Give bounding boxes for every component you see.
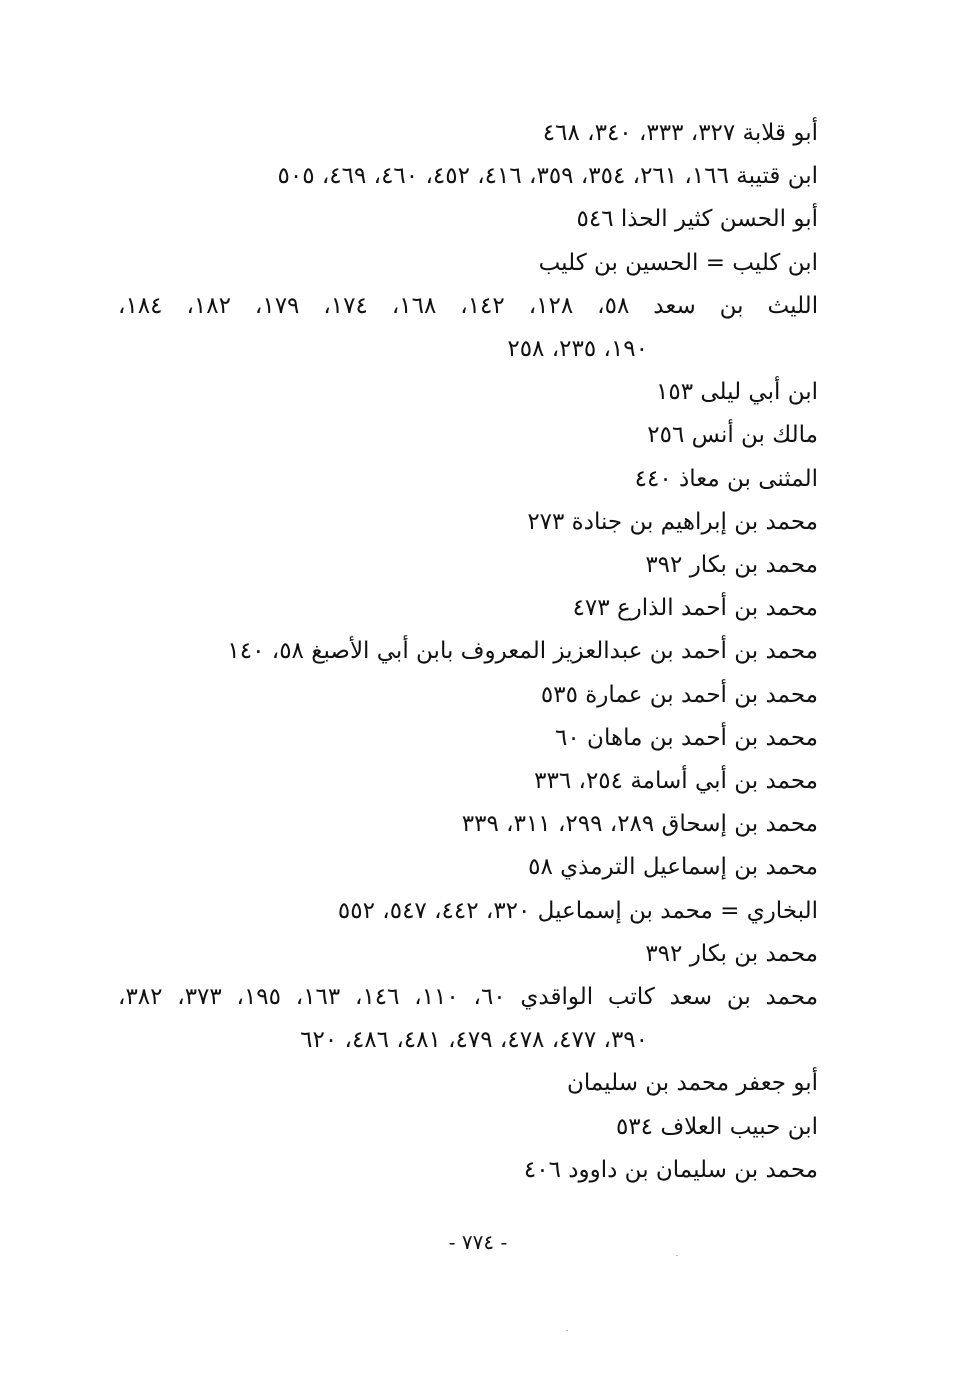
index-entry: البخاري = محمد بن إسماعيل ٣٢٠، ٤٤٢، ٥٤٧، ٥٥٢ [337,897,818,924]
index-entry: محمد بن أحمد بن ماهان ٦٠ [555,724,818,751]
index-entry: أبو جعفر محمد بن سليمان [566,1070,818,1097]
scan-speck [676,1255,678,1256]
index-entry: محمد بن إسماعيل الترمذي ٥٨ [528,854,818,881]
index-entry: محمد بن أحمد بن عبدالعزيز المعروف بابن أبي الأصبغ ٥٨، ١٤٠ [227,638,818,665]
scan-speck [566,1330,568,1331]
index-entry: أبو الحسن كثير الحذا ٥٤٦ [576,206,818,233]
index-entry: محمد بن إسحاق ٢٨٩، ٢٩٩، ٣١١، ٣٣٩ [461,811,818,838]
index-entry: محمد بن بكار ٣٩٢ [645,552,818,579]
index-entry: محمد بن سعد كاتب الواقدي ٦٠، ١١٠، ١٤٦، ١٦٣، ١٩٥، ٣٧٣، ٣٨٢، [118,984,819,1011]
index-entry: المثنى بن معاذ ٤٤٠ [634,465,818,492]
index-entry: محمد بن إبراهيم بن جنادة ٢٧٣ [527,508,818,535]
index-entry: ابن أبي ليلى ١٥٣ [656,379,818,406]
index-entries [118,112,818,1192]
page-number: - ٧٧٤ - [448,1230,508,1254]
index-entry: ابن كليب = الحسين بن كليب [538,249,818,276]
index-entry: أبو قلابة ٣٢٧، ٣٣٣، ٣٤٠، ٤٦٨ [542,120,818,146]
index-entry: ابن حبيب العلاف ٥٣٤ [615,1113,818,1140]
index-entry: ابن قتيبة ١٦٦، ٢٦١، ٣٥٤، ٣٥٩، ٤١٦، ٤٥٢، ٤٦٠، ٤٦٩، ٥٠٥ [277,163,818,190]
index-entry-continuation: ٣٩٠، ٤٧٧، ٤٧٨، ٤٧٩، ٤٨١، ٤٨٦، ٦٢٠ [300,1027,648,1054]
index-entry: محمد بن سليمان بن داوود ٤٠٦ [523,1156,818,1183]
index-entry-continuation: ١٩٠، ٢٣٥، ٢٥٨ [507,336,648,363]
index-entry: مالك بن أنس ٢٥٦ [647,422,818,449]
index-entry: محمد بن بكار ٣٩٢ [645,940,818,967]
index-entry: محمد بن أبي أسامة ٢٥٤، ٣٣٦ [534,768,818,795]
index-entry: محمد بن أحمد بن عمارة ٥٣٥ [540,681,818,708]
index-entry: الليث بن سعد ٥٨، ١٢٨، ١٤٢، ١٦٨، ١٧٤، ١٧٩، ١٨٢، ١٨٤، [118,292,819,319]
index-entry: محمد بن أحمد الذارع ٤٧٣ [572,595,818,622]
